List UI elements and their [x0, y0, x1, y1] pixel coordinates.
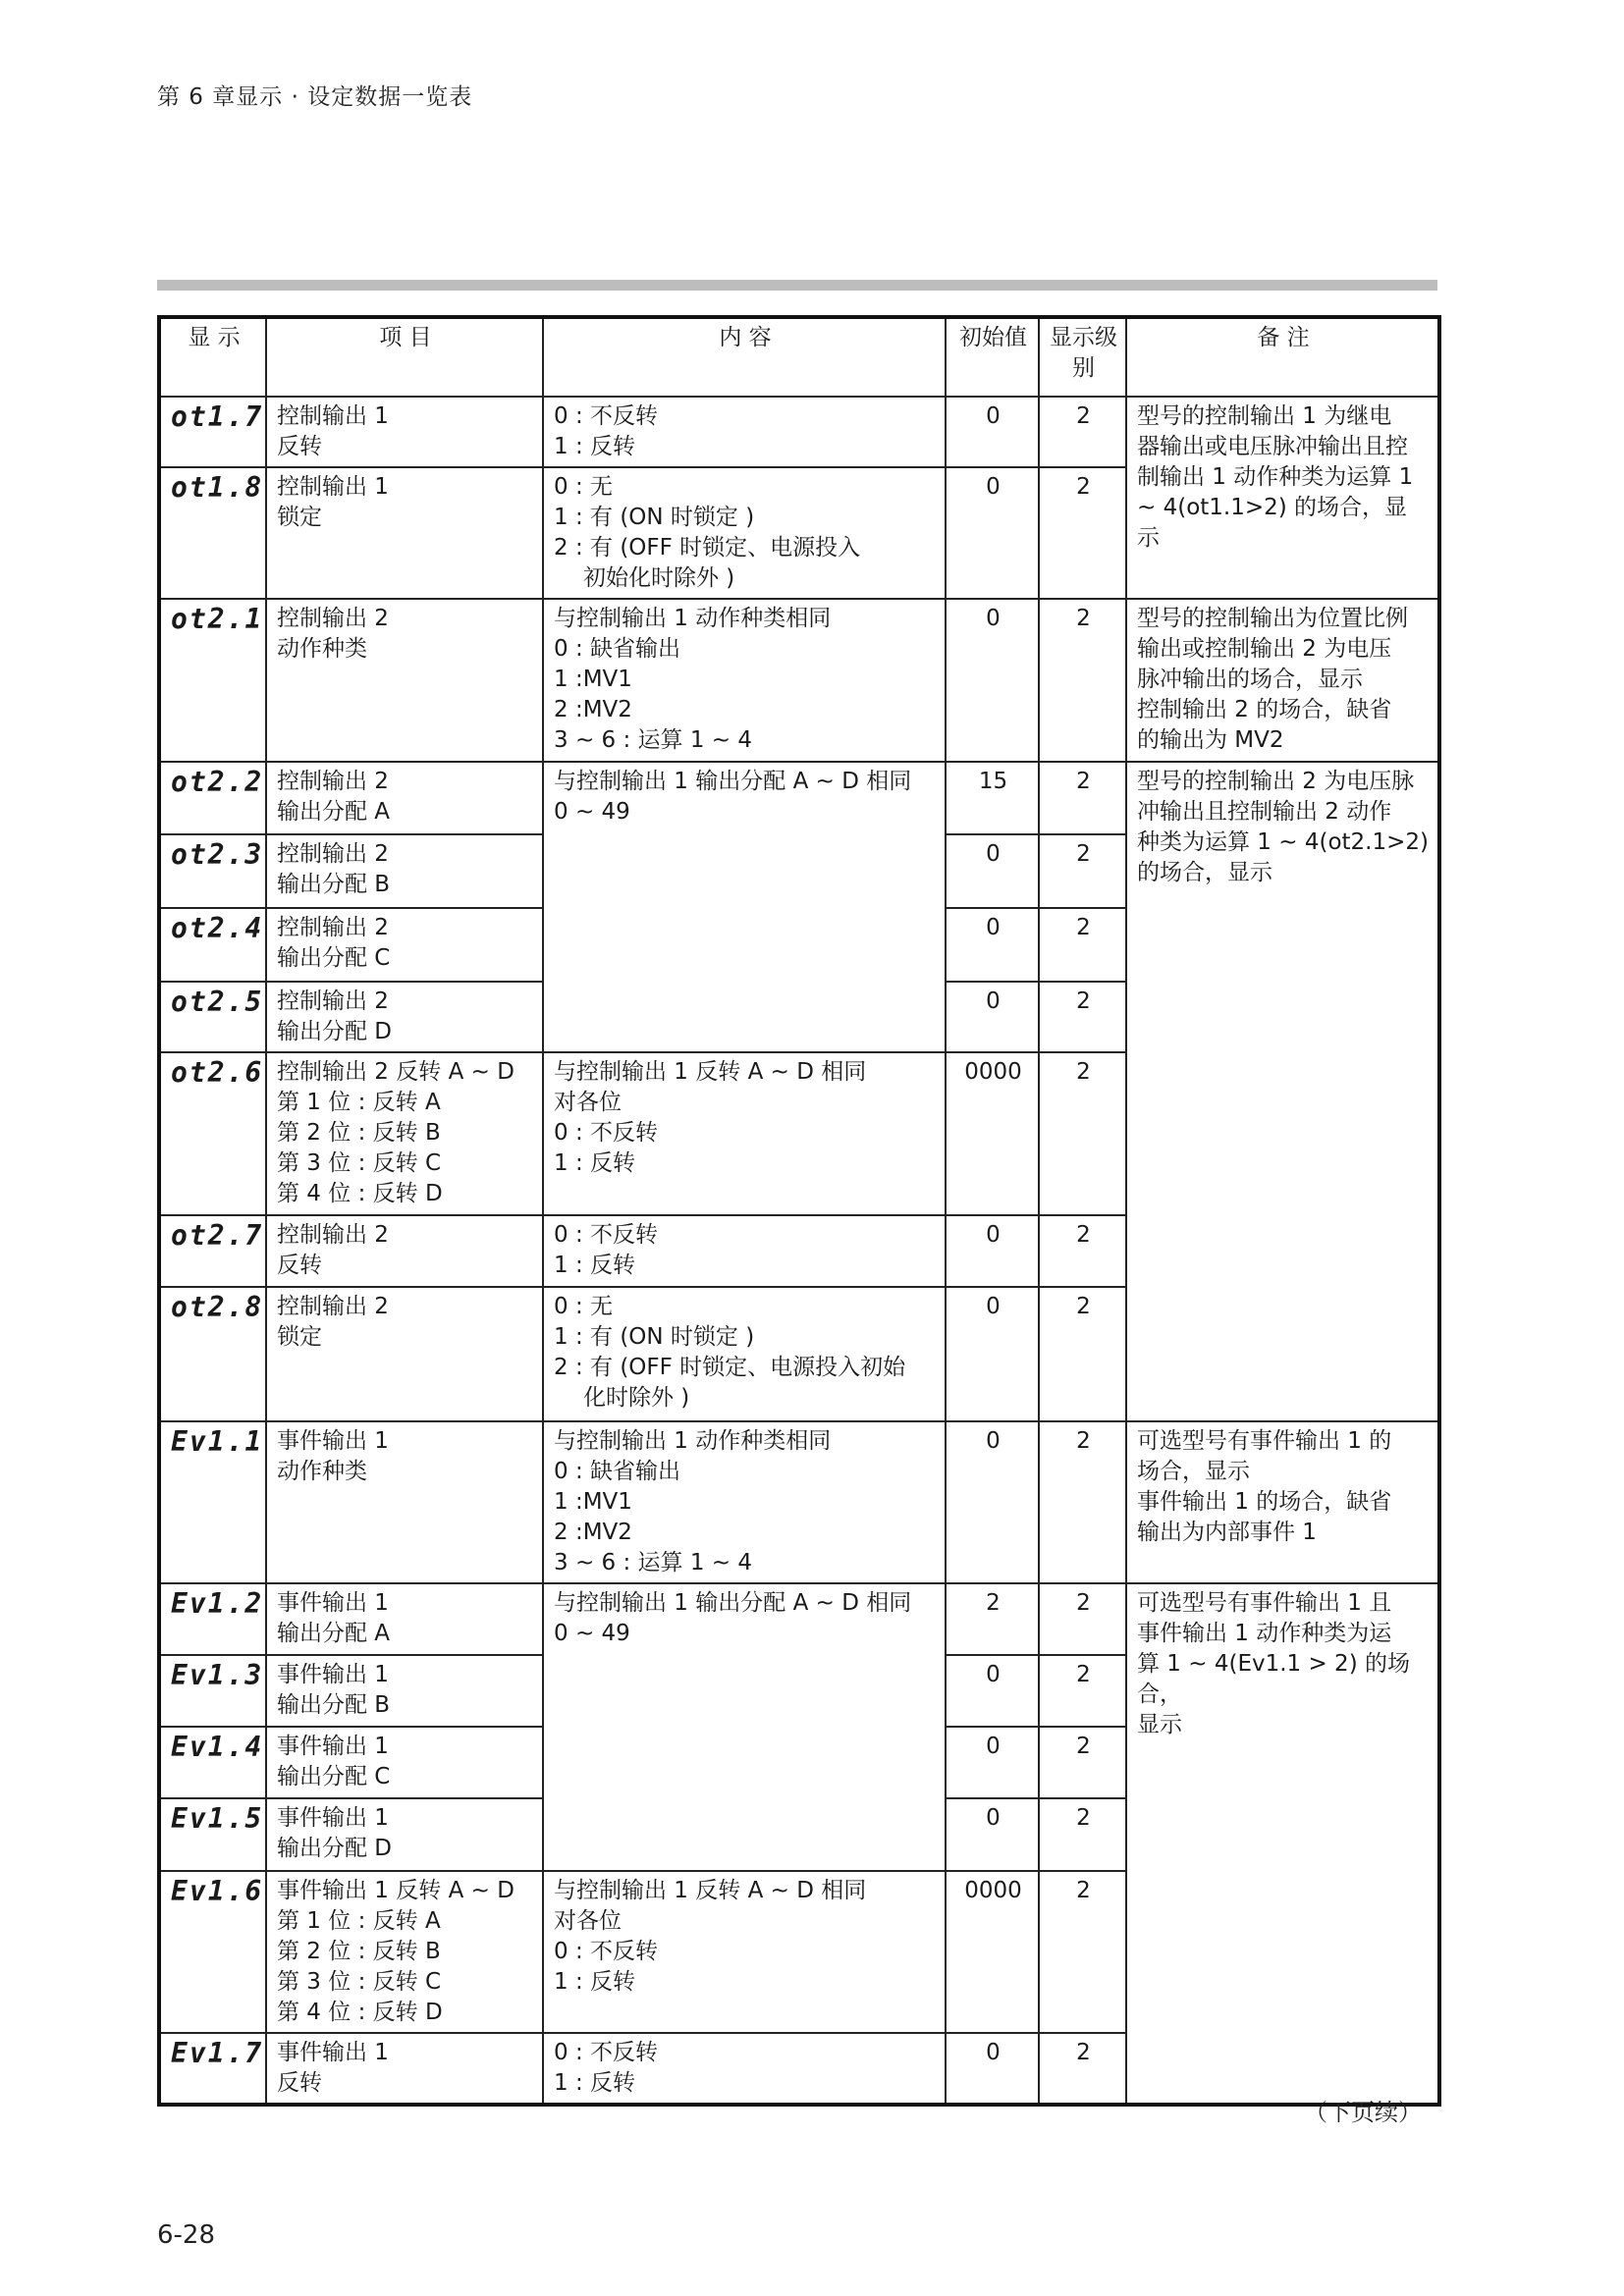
- content-line: 1 :MV1: [554, 1489, 632, 1515]
- item-line: 输出分配 D: [277, 1836, 393, 1861]
- display-code: ot2.1: [159, 599, 266, 762]
- display-level: 2: [1039, 1798, 1126, 1871]
- display-code: ot2.4: [159, 908, 266, 982]
- display-level: 2: [1039, 1583, 1126, 1655]
- item-cell: [266, 908, 543, 982]
- remark-line: 脉冲输出的场合，显示: [1137, 667, 1363, 692]
- content-line: 与控制输出 1 反转 A ~ D 相同: [554, 1059, 867, 1085]
- item-line: 输出分配 C: [277, 1764, 391, 1789]
- item-line: 反转: [277, 1253, 322, 1278]
- item-line: 控制输出 2: [277, 841, 389, 867]
- content-line: 0 : 不反转: [554, 1120, 659, 1146]
- content-line: 0 : 不反转: [554, 403, 659, 429]
- remark-line: 的场合，显示: [1137, 860, 1272, 885]
- remark-line: 显示: [1137, 1712, 1182, 1737]
- display-level: 2: [1039, 467, 1126, 599]
- initial-value: 0: [946, 908, 1039, 982]
- item-cell: [266, 1655, 543, 1727]
- content-cell: [543, 1052, 946, 1215]
- remark-line: 可选型号有事件输出 1 且: [1137, 1590, 1392, 1616]
- item-line: 控制输出 1: [277, 474, 389, 500]
- content-line: 与控制输出 1 动作种类相同: [554, 606, 832, 631]
- initial-value: 0000: [946, 1052, 1039, 1215]
- header-display-level: [1039, 317, 1126, 397]
- item-line: 事件输出 1: [277, 1662, 389, 1687]
- remark-line: 冲输出且控制输出 2 动作: [1137, 799, 1392, 825]
- display-level: 2: [1039, 1655, 1126, 1727]
- display-code: ot2.5: [159, 982, 266, 1052]
- remark-line: 算 1 ~ 4(Ev1.1 > 2) 的场合，: [1137, 1651, 1410, 1707]
- display-code: Ev1.4: [159, 1727, 266, 1798]
- item-line: 第 3 位 : 反转 C: [277, 1150, 441, 1176]
- display-code: ot2.6: [159, 1052, 266, 1215]
- content-cell: [543, 1583, 946, 1871]
- content-cell: [543, 2033, 946, 2105]
- content-line: 1 :MV1: [554, 667, 632, 692]
- remark-line: 输出为内部事件 1: [1137, 1520, 1317, 1545]
- display-code: Ev1.2: [159, 1583, 266, 1655]
- item-line: 第 3 位 : 反转 C: [277, 1969, 441, 1995]
- header-initial-value: 初始值: [946, 317, 1039, 397]
- initial-value: 0: [946, 1421, 1039, 1583]
- content-line: 对各位: [554, 1090, 622, 1115]
- parameter-table: [157, 315, 1441, 2107]
- item-line: 事件输出 1 反转 A ~ D: [277, 1878, 514, 1903]
- display-level: 2: [1039, 1287, 1126, 1421]
- header-rule: [157, 280, 1437, 291]
- item-line: 控制输出 2: [277, 915, 389, 940]
- initial-value: 0: [946, 2033, 1039, 2105]
- item-cell: [266, 1215, 543, 1287]
- item-line: 第 2 位 : 反转 B: [277, 1120, 441, 1146]
- remarks-cell: [1126, 599, 1439, 762]
- display-code: ot1.8: [159, 467, 266, 599]
- header-display: 显 示: [159, 317, 266, 397]
- display-code: Ev1.7: [159, 2033, 266, 2105]
- initial-value: 0: [946, 834, 1039, 908]
- item-line: 第 1 位 : 反转 A: [277, 1090, 441, 1115]
- table-row: [159, 1583, 1439, 1655]
- item-line: 输出分配 A: [277, 1621, 391, 1646]
- content-line: 2 : 有 (OFF 时锁定、电源投入: [554, 535, 861, 561]
- initial-value: 0: [946, 1727, 1039, 1798]
- item-line: 控制输出 2: [277, 769, 389, 794]
- item-line: 第 1 位 : 反转 A: [277, 1908, 441, 1934]
- content-line: 化时除外 ): [583, 1385, 690, 1411]
- content-cell: [543, 1871, 946, 2033]
- header-content: 内 容: [543, 317, 946, 397]
- display-level: 2: [1039, 1421, 1126, 1583]
- item-line: 控制输出 2: [277, 1294, 389, 1319]
- remark-line: 型号的控制输出为位置比例: [1137, 606, 1408, 631]
- item-line: 控制输出 1: [277, 403, 389, 429]
- item-line: 事件输出 1: [277, 2040, 389, 2065]
- content-line: 0 : 缺省输出: [554, 1459, 681, 1484]
- header-level-text: 显示级别: [1050, 325, 1117, 381]
- display-level: 2: [1039, 982, 1126, 1052]
- content-line: 0 : 无: [554, 474, 614, 500]
- remark-line: 种类为运算 1 ~ 4(ot2.1>2): [1137, 829, 1429, 855]
- item-line: 第 2 位 : 反转 B: [277, 1939, 441, 1964]
- content-line: 对各位: [554, 1908, 622, 1934]
- initial-value: 0: [946, 467, 1039, 599]
- content-line: 与控制输出 1 动作种类相同: [554, 1428, 832, 1454]
- display-level: 2: [1039, 762, 1126, 834]
- content-cell: [543, 762, 946, 1052]
- item-line: 事件输出 1: [277, 1805, 389, 1831]
- item-line: 输出分配 B: [277, 1692, 391, 1718]
- continued-note: （下页续）: [1304, 2099, 1422, 2126]
- display-level: 2: [1039, 1052, 1126, 1215]
- remark-line: 事件输出 1 的场合，缺省: [1137, 1489, 1392, 1515]
- item-cell: [266, 1421, 543, 1583]
- display-code: ot2.8: [159, 1287, 266, 1421]
- display-code: Ev1.1: [159, 1421, 266, 1583]
- remark-line: 型号的控制输出 2 为电压脉: [1137, 769, 1415, 794]
- content-line: 0 : 不反转: [554, 1222, 659, 1248]
- table-row: [159, 762, 1439, 834]
- item-line: 动作种类: [277, 1459, 367, 1484]
- item-cell: [266, 1052, 543, 1215]
- item-cell: [266, 1727, 543, 1798]
- item-cell: [266, 1798, 543, 1871]
- content-line: 0 ~ 49: [554, 1621, 630, 1646]
- item-cell: [266, 2033, 543, 2105]
- content-line: 3 ~ 6 : 运算 1 ~ 4: [554, 1550, 753, 1575]
- content-line: 与控制输出 1 反转 A ~ D 相同: [554, 1878, 867, 1903]
- initial-value: 0000: [946, 1871, 1039, 2033]
- display-code: ot2.7: [159, 1215, 266, 1287]
- remark-line: ~ 4(ot1.1>2) 的场合，显: [1137, 495, 1408, 520]
- initial-value: 0: [946, 982, 1039, 1052]
- display-level: 2: [1039, 397, 1126, 467]
- table-row: [159, 599, 1439, 762]
- remark-line: 制输出 1 动作种类为运算 1: [1137, 464, 1414, 490]
- content-cell: [543, 1215, 946, 1287]
- item-cell: [266, 599, 543, 762]
- item-line: 控制输出 2: [277, 988, 389, 1014]
- remarks-cell: [1126, 762, 1439, 1421]
- initial-value: 0: [946, 1287, 1039, 1421]
- remark-line: 的输出为 MV2: [1137, 727, 1284, 753]
- content-line: 0 : 缺省输出: [554, 636, 681, 662]
- content-cell: [543, 1421, 946, 1583]
- item-cell: [266, 834, 543, 908]
- display-level: 2: [1039, 1215, 1126, 1287]
- item-line: 事件输出 1: [277, 1590, 389, 1616]
- header-remarks: 备 注: [1126, 317, 1439, 397]
- remark-line: 场合，显示: [1137, 1459, 1250, 1484]
- content-cell: [543, 599, 946, 762]
- content-line: 与控制输出 1 输出分配 A ~ D 相同: [554, 1590, 912, 1616]
- content-line: 1 : 反转: [554, 1253, 636, 1278]
- content-cell: [543, 397, 946, 467]
- initial-value: 0: [946, 397, 1039, 467]
- item-cell: [266, 1287, 543, 1421]
- initial-value: 0: [946, 599, 1039, 762]
- content-line: 初始化时除外 ): [583, 565, 735, 591]
- remark-line: 控制输出 2 的场合，缺省: [1137, 697, 1392, 722]
- display-level: 2: [1039, 1727, 1126, 1798]
- chapter-title: 第 6 章显示 · 设定数据一览表: [157, 84, 473, 110]
- display-level: 2: [1039, 1871, 1126, 2033]
- content-line: 0 : 不反转: [554, 1939, 659, 1964]
- remarks-cell: [1126, 397, 1439, 599]
- item-line: 输出分配 A: [277, 799, 391, 825]
- item-line: 锁定: [277, 505, 322, 530]
- display-level: 2: [1039, 2033, 1126, 2105]
- remark-line: 型号的控制输出 1 为继电: [1137, 403, 1392, 429]
- content-cell: [543, 467, 946, 599]
- item-line: 第 4 位 : 反转 D: [277, 2000, 443, 2025]
- display-code: ot2.2: [159, 762, 266, 834]
- item-line: 动作种类: [277, 636, 367, 662]
- content-line: 与控制输出 1 输出分配 A ~ D 相同: [554, 769, 912, 794]
- item-line: 事件输出 1: [277, 1428, 389, 1454]
- item-cell: [266, 1871, 543, 2033]
- content-line: 1 : 反转: [554, 434, 636, 459]
- content-line: 2 : 有 (OFF 时锁定、电源投入初始: [554, 1355, 906, 1380]
- table-header-row: [159, 317, 1439, 397]
- item-cell: [266, 762, 543, 834]
- display-code: ot2.3: [159, 834, 266, 908]
- item-cell: [266, 982, 543, 1052]
- table-row: [159, 1421, 1439, 1583]
- item-cell: [266, 467, 543, 599]
- item-line: 反转: [277, 2070, 322, 2096]
- initial-value: 15: [946, 762, 1039, 834]
- header-item: 项 目: [266, 317, 543, 397]
- content-cell: [543, 1287, 946, 1421]
- display-code: Ev1.5: [159, 1798, 266, 1871]
- display-level: 2: [1039, 908, 1126, 982]
- item-line: 反转: [277, 434, 322, 459]
- display-level: 2: [1039, 834, 1126, 908]
- content-line: 0 : 无: [554, 1294, 614, 1319]
- item-line: 事件输出 1: [277, 1734, 389, 1759]
- remark-line: 输出或控制输出 2 为电压: [1137, 636, 1392, 662]
- display-code: Ev1.3: [159, 1655, 266, 1727]
- initial-value: 2: [946, 1583, 1039, 1655]
- item-line: 控制输出 2: [277, 1222, 389, 1248]
- initial-value: 0: [946, 1655, 1039, 1727]
- table-row: [159, 397, 1439, 467]
- item-line: 控制输出 2 反转 A ~ D: [277, 1059, 514, 1085]
- remarks-cell: [1126, 1421, 1439, 1583]
- content-line: 1 : 有 (ON 时锁定 ): [554, 505, 755, 530]
- remark-line: 器输出或电压脉冲输出且控: [1137, 434, 1408, 459]
- item-line: 第 4 位 : 反转 D: [277, 1181, 443, 1206]
- content-line: 0 ~ 49: [554, 799, 630, 825]
- display-code: Ev1.6: [159, 1871, 266, 2033]
- content-line: 2 :MV2: [554, 697, 632, 722]
- content-line: 1 : 有 (ON 时锁定 ): [554, 1324, 755, 1350]
- item-line: 输出分配 B: [277, 872, 391, 897]
- display-code: ot1.7: [159, 397, 266, 467]
- content-line: 1 : 反转: [554, 2070, 636, 2096]
- item-line: 输出分配 D: [277, 1019, 393, 1044]
- item-line: 输出分配 C: [277, 945, 391, 971]
- remarks-cell: [1126, 1583, 1439, 2105]
- item-line: 锁定: [277, 1324, 322, 1350]
- content-line: 2 :MV2: [554, 1520, 632, 1545]
- initial-value: 0: [946, 1798, 1039, 1871]
- page-number: 6-28: [157, 2220, 216, 2250]
- content-line: 1 : 反转: [554, 1969, 636, 1995]
- item-cell: [266, 1583, 543, 1655]
- item-line: 控制输出 2: [277, 606, 389, 631]
- initial-value: 0: [946, 1215, 1039, 1287]
- remark-line: 可选型号有事件输出 1 的: [1137, 1428, 1392, 1454]
- item-cell: [266, 397, 543, 467]
- display-level: 2: [1039, 599, 1126, 762]
- remark-line: 示: [1137, 525, 1160, 551]
- content-line: 1 : 反转: [554, 1150, 636, 1176]
- remark-line: 事件输出 1 动作种类为运: [1137, 1621, 1392, 1646]
- content-line: 3 ~ 6 : 运算 1 ~ 4: [554, 727, 753, 753]
- content-line: 0 : 不反转: [554, 2040, 659, 2065]
